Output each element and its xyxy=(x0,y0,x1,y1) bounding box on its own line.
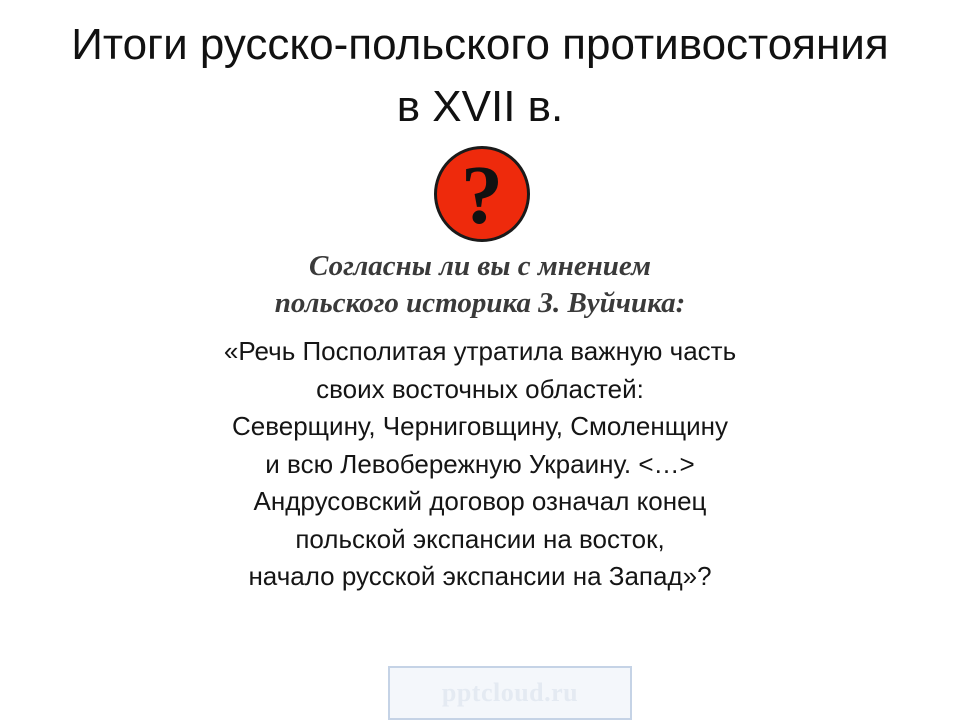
question-heading-line: Согласны ли вы с мнением xyxy=(309,250,651,282)
quote-line: «Речь Посполитая утратила важную часть xyxy=(223,336,737,366)
site-watermark xyxy=(388,666,632,720)
quote-line: начало русской экспансии на Запад»? xyxy=(248,561,712,591)
question-mark-glyph: ? xyxy=(461,149,503,242)
question-mark-icon xyxy=(434,146,530,242)
slide-title xyxy=(0,14,960,138)
title-line: Итоги русско-польского противостояния xyxy=(71,20,889,69)
question-heading-line: польского историка З. Вуйчика: xyxy=(274,287,686,319)
quote-line: польской экспансии на восток, xyxy=(295,523,665,554)
watermark-text: pptcloud.ru xyxy=(441,678,579,707)
quote-line: и всю Левобережную Украину. <…> xyxy=(265,448,695,479)
quote-line: Северщину, Черниговщину, Смоленщину xyxy=(231,411,729,441)
title-line: в XVII в. xyxy=(396,82,564,131)
question-heading xyxy=(200,248,760,322)
historian-quote xyxy=(150,333,810,596)
quote-line: своих восточных областей: xyxy=(316,373,644,404)
quote-line: Андрусовский договор означал конец xyxy=(253,486,707,516)
